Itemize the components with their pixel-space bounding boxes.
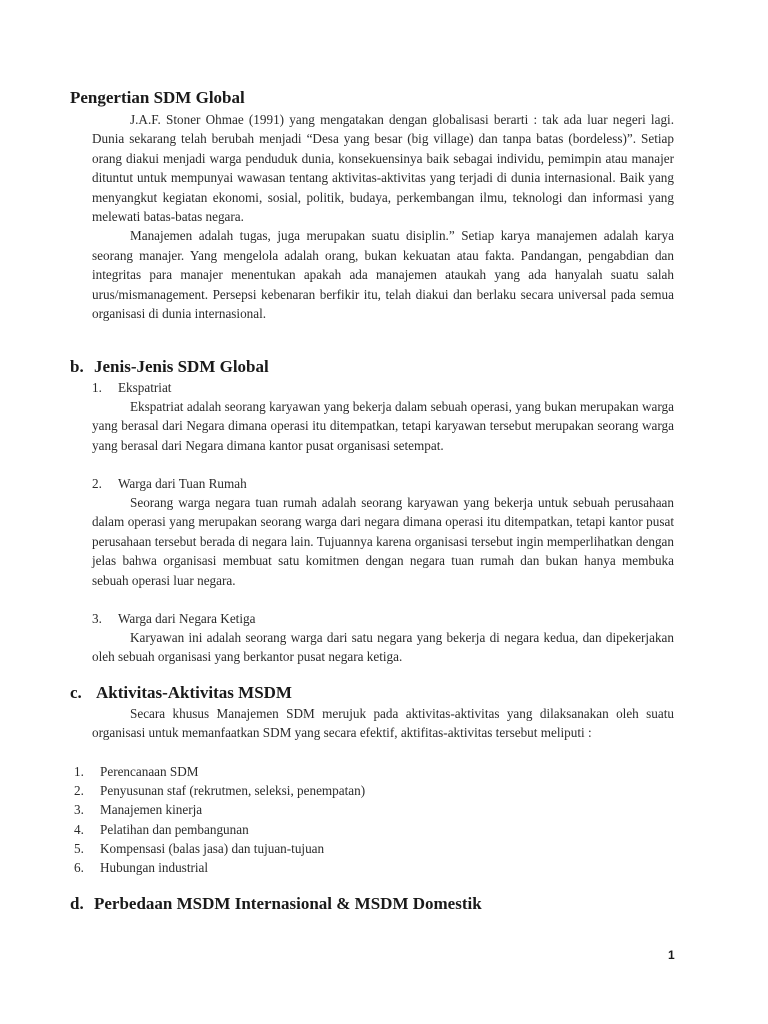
section-a-heading bbox=[70, 88, 245, 108]
section-b-title: Jenis-Jenis SDM Global bbox=[94, 357, 269, 376]
list-item-title: Warga dari Negara Ketiga bbox=[118, 611, 256, 626]
section-c-intro-text: Secara khusus Manajemen SDM merujuk pada aktivitas-aktivitas yang dilaksanakan oleh suatu organisasi untuk memanfaatkan SDM yang secara efektif, aktifitas-aktivitas tersebut meliputi : bbox=[92, 706, 674, 741]
section-c-label: c. bbox=[70, 683, 82, 702]
section-b-item-3-heading bbox=[92, 609, 255, 628]
activity-list-item: 5. Kompensasi (balas jasa) dan tujuan-tujuan bbox=[74, 841, 325, 856]
activity-list-item: 6. Hubungan industrial bbox=[74, 860, 209, 875]
section-b-item-2-heading bbox=[92, 474, 247, 493]
section-d-label: d. bbox=[70, 894, 84, 913]
list-number: 2. bbox=[92, 476, 102, 491]
section-a-body bbox=[92, 110, 674, 323]
page-number: 1 bbox=[668, 948, 675, 962]
list-item-text: Karyawan ini adalah seorang warga dari satu negara yang bekerja di negara kedua, dan dipekerjakan oleh sebuah organisasi yang berkantor pusat negara ketiga. bbox=[92, 630, 674, 665]
list-number: 1. bbox=[92, 380, 102, 395]
section-d-heading bbox=[70, 894, 482, 914]
section-b-item-3-body bbox=[92, 628, 674, 667]
list-item-title: Warga dari Tuan Rumah bbox=[118, 476, 247, 491]
list-number: 3. bbox=[92, 611, 102, 626]
list-item-text: Ekspatriat adalah seorang karyawan yang bekerja dalam sebuah operasi, yang bukan merupakan warga yang berasal dari Negara dimana operasi itu ditempatkan, tetapi karyawan tersebut merupakan seorang warga yang berasal dari Negara dimana kantor pusat organisasi setempat. bbox=[92, 399, 674, 453]
list-item-title: Ekspatriat bbox=[118, 380, 172, 395]
section-d-title: Perbedaan MSDM Internasional & MSDM Domestik bbox=[94, 894, 482, 913]
section-c-heading bbox=[70, 683, 292, 703]
section-a-paragraph-1: J.A.F. Stoner Ohmae (1991) yang mengatakan dengan globalisasi berarti : tak ada luar negeri lagi. Dunia sekarang telah berubah menjadi “Desa yang besar (big village) dan tanpa batas (bordeless)”. Setiap orang diakui menjadi warga penduduk dunia, konsekuensinya baik sebagai individu, pemimpin atau manajer dituntut untuk mempunyai wawasan tentang aktivitas-aktivitas yang terjadi di dunia internasional. Baik yang menyangkut kegiatan ekonomi, sosial, politik, budaya, perkembangan ilmu, teknologi dan informasi yang melewati batas-batas negara. bbox=[92, 112, 674, 225]
section-b-item-2-body bbox=[92, 493, 674, 590]
activity-list-item: 3. Manajemen kinerja bbox=[74, 802, 203, 817]
activity-list-item: 1. Perencanaan SDM bbox=[74, 764, 199, 779]
section-b-label: b. bbox=[70, 357, 84, 376]
section-b-item-1-body bbox=[92, 397, 674, 455]
section-b-item-1-heading bbox=[92, 378, 171, 397]
section-b-heading bbox=[70, 357, 269, 377]
section-c-title: Aktivitas-Aktivitas MSDM bbox=[96, 683, 292, 702]
list-item-text: Seorang warga negara tuan rumah adalah seorang karyawan yang bekerja untuk sebuah perusahaan dalam operasi yang merupakan seorang warga dari negara dimana operasi itu ditempatkan, tetapi kantor pusat perusahaan tersebut berada di negara lain. Tujuannya karena organisasi tersebut ingin memperlihatkan dengan jelas bahwa organisasi membuat satu komitmen dengan negara tuan rumah dan bukan hanya membuka sebuah operasi luar negara. bbox=[92, 495, 674, 588]
section-a-paragraph-2: Manajemen adalah tugas, juga merupakan suatu disiplin.” Setiap karya manajemen adalah karya seorang manajer. Yang mengelola adalah orang, bukan kekuatan atau fakta. Pandangan, pengabdian dan integritas para manajer menentukan apakah ada manajemen ataukah yang ada hanyalah suatu salah urus/mismanagement. Persepsi kebenaran berfikir itu, telah diakui dan berlaku secara universal pada semua organisasi di dunia internasional. bbox=[92, 228, 674, 322]
section-c-intro bbox=[92, 704, 674, 743]
activity-list-item: 4. Pelatihan dan pembangunan bbox=[74, 822, 249, 837]
section-a-title: Pengertian SDM Global bbox=[70, 88, 245, 107]
activity-list-item: 2. Penyusunan staf (rekrutmen, seleksi, penempatan) bbox=[74, 783, 366, 798]
